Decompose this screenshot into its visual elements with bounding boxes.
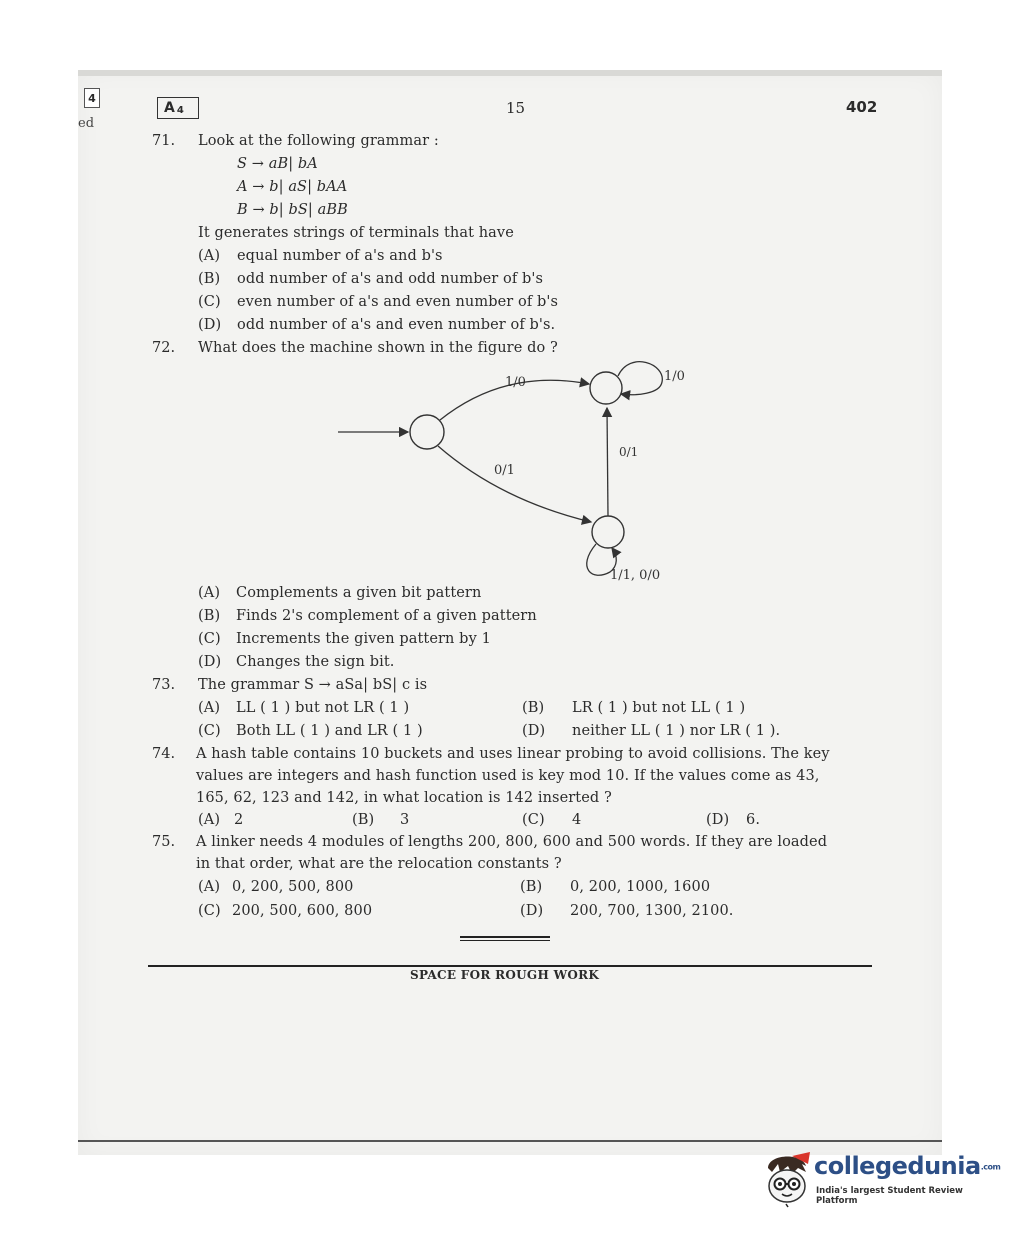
option-label: (D) xyxy=(706,812,730,828)
state-top xyxy=(590,372,622,404)
option-text: odd number of a's and odd number of b's xyxy=(237,271,544,287)
option-label: (D) xyxy=(198,317,222,333)
option-text: Increments the given pattern by 1 xyxy=(236,631,491,647)
option-label: (D) xyxy=(198,654,222,670)
option-text: equal number of a's and b's xyxy=(237,248,443,264)
option-label: (B) xyxy=(522,700,545,716)
label-bottom-loop: 1/1, 0/0 xyxy=(610,568,661,583)
document-number: 402 xyxy=(846,98,878,116)
option-text: 200, 500, 600, 800 xyxy=(232,903,373,919)
question-text-74-line-3: 165, 62, 123 and 142, in what location is 142 inserted ? xyxy=(196,790,612,806)
question-text-74-line-1: A hash table contains 10 buckets and uses linear probing to avoid collisions. The key xyxy=(196,746,830,762)
question-stem-71: It generates strings of terminals that have xyxy=(198,225,514,241)
option-label: (D) xyxy=(522,723,546,739)
option-text: 2 xyxy=(234,812,244,828)
edge-initial-to-bottom xyxy=(438,446,591,522)
label-bottom-edge: 0/1 xyxy=(494,463,515,478)
question-text-71: Look at the following grammar : xyxy=(198,133,439,149)
question-text-73: The grammar S → aSa| bS| c is xyxy=(198,677,428,693)
loop-top xyxy=(618,362,662,395)
grammar-rule-2: A → b| aS| bAA xyxy=(237,179,348,195)
option-text: 0, 200, 500, 800 xyxy=(232,879,354,895)
logo-brand-text: collegedunia.com xyxy=(814,1152,1001,1180)
option-text: LL ( 1 ) but not LR ( 1 ) xyxy=(236,700,410,716)
option-label: (C) xyxy=(522,812,545,828)
side-page-text: ed xyxy=(78,116,95,131)
state-bottom xyxy=(592,516,624,548)
option-text: odd number of a's and even number of b's. xyxy=(237,317,556,333)
rough-work-divider xyxy=(148,965,872,967)
label-top-edge: 1/0 xyxy=(505,375,526,390)
option-label: (C) xyxy=(198,631,221,647)
booklet-code-sub: 4 xyxy=(176,104,184,116)
option-text: Complements a given bit pattern xyxy=(236,585,482,601)
edge-bottom-to-top xyxy=(607,408,608,516)
question-text-75-line-2: in that order, what are the relocation constants ? xyxy=(196,856,562,872)
logo-mascot-icon xyxy=(762,1150,814,1208)
side-page-tag: 4 xyxy=(84,88,100,108)
option-label: (D) xyxy=(520,903,544,919)
option-text: 6. xyxy=(746,812,761,828)
grammar-rule-3: B → b| bS| aBB xyxy=(237,202,348,218)
question-number-73: 73. xyxy=(152,677,176,693)
end-marker-line xyxy=(460,936,550,938)
page-top-edge xyxy=(78,70,942,76)
logo-tagline: India's largest Student Review Platform xyxy=(816,1186,963,1206)
option-text: 200, 700, 1300, 2100. xyxy=(570,903,734,919)
rough-work-heading: SPACE FOR ROUGH WORK xyxy=(410,968,600,982)
grammar-rule-1: S → aB| bA xyxy=(237,156,318,172)
option-text: 4 xyxy=(572,812,582,828)
option-label: (B) xyxy=(352,812,375,828)
option-label: (B) xyxy=(198,608,221,624)
option-label: (A) xyxy=(198,700,221,716)
option-text: Changes the sign bit. xyxy=(236,654,395,670)
option-label: (A) xyxy=(198,879,221,895)
page-number: 15 xyxy=(506,99,526,117)
end-marker-line xyxy=(460,940,550,941)
page-bottom-edge xyxy=(78,1140,942,1142)
option-label: (A) xyxy=(198,585,221,601)
option-text: neither LL ( 1 ) nor LR ( 1 ). xyxy=(572,723,781,739)
booklet-code-letter: A xyxy=(164,100,175,116)
option-text: even number of a's and even number of b's xyxy=(237,294,559,310)
question-text-72: What does the machine shown in the figure do ? xyxy=(198,340,558,356)
option-label: (A) xyxy=(198,248,221,264)
question-text-75-line-1: A linker needs 4 modules of lengths 200, 800, 600 and 500 words. If they are loaded xyxy=(196,834,828,850)
option-text: 0, 200, 1000, 1600 xyxy=(570,879,711,895)
question-number-72: 72. xyxy=(152,340,176,356)
option-label: (B) xyxy=(520,879,543,895)
option-text: 3 xyxy=(400,812,410,828)
question-number-75: 75. xyxy=(152,834,176,850)
question-number-71: 71. xyxy=(152,133,176,149)
logo-brand-suffix: .com xyxy=(980,1162,1001,1172)
booklet-code xyxy=(157,97,199,119)
label-vertical-edge: 0/1 xyxy=(619,445,639,459)
option-label: (A) xyxy=(198,812,221,828)
option-text: Both LL ( 1 ) and LR ( 1 ) xyxy=(236,723,423,739)
collegedunia-logo xyxy=(762,1150,1001,1210)
option-label: (B) xyxy=(198,271,221,287)
option-label: (C) xyxy=(198,723,221,739)
option-text: LR ( 1 ) but not LL ( 1 ) xyxy=(572,700,746,716)
option-label: (C) xyxy=(198,294,221,310)
state-initial xyxy=(410,415,444,449)
state-machine-diagram xyxy=(330,350,730,590)
option-label: (C) xyxy=(198,903,221,919)
question-number-74: 74. xyxy=(152,746,176,762)
option-text: Finds 2's complement of a given pattern xyxy=(236,608,537,624)
label-top-loop: 1/0 xyxy=(664,369,685,384)
question-text-74-line-2: values are integers and hash function used is key mod 10. If the values come as 43, xyxy=(196,768,820,784)
